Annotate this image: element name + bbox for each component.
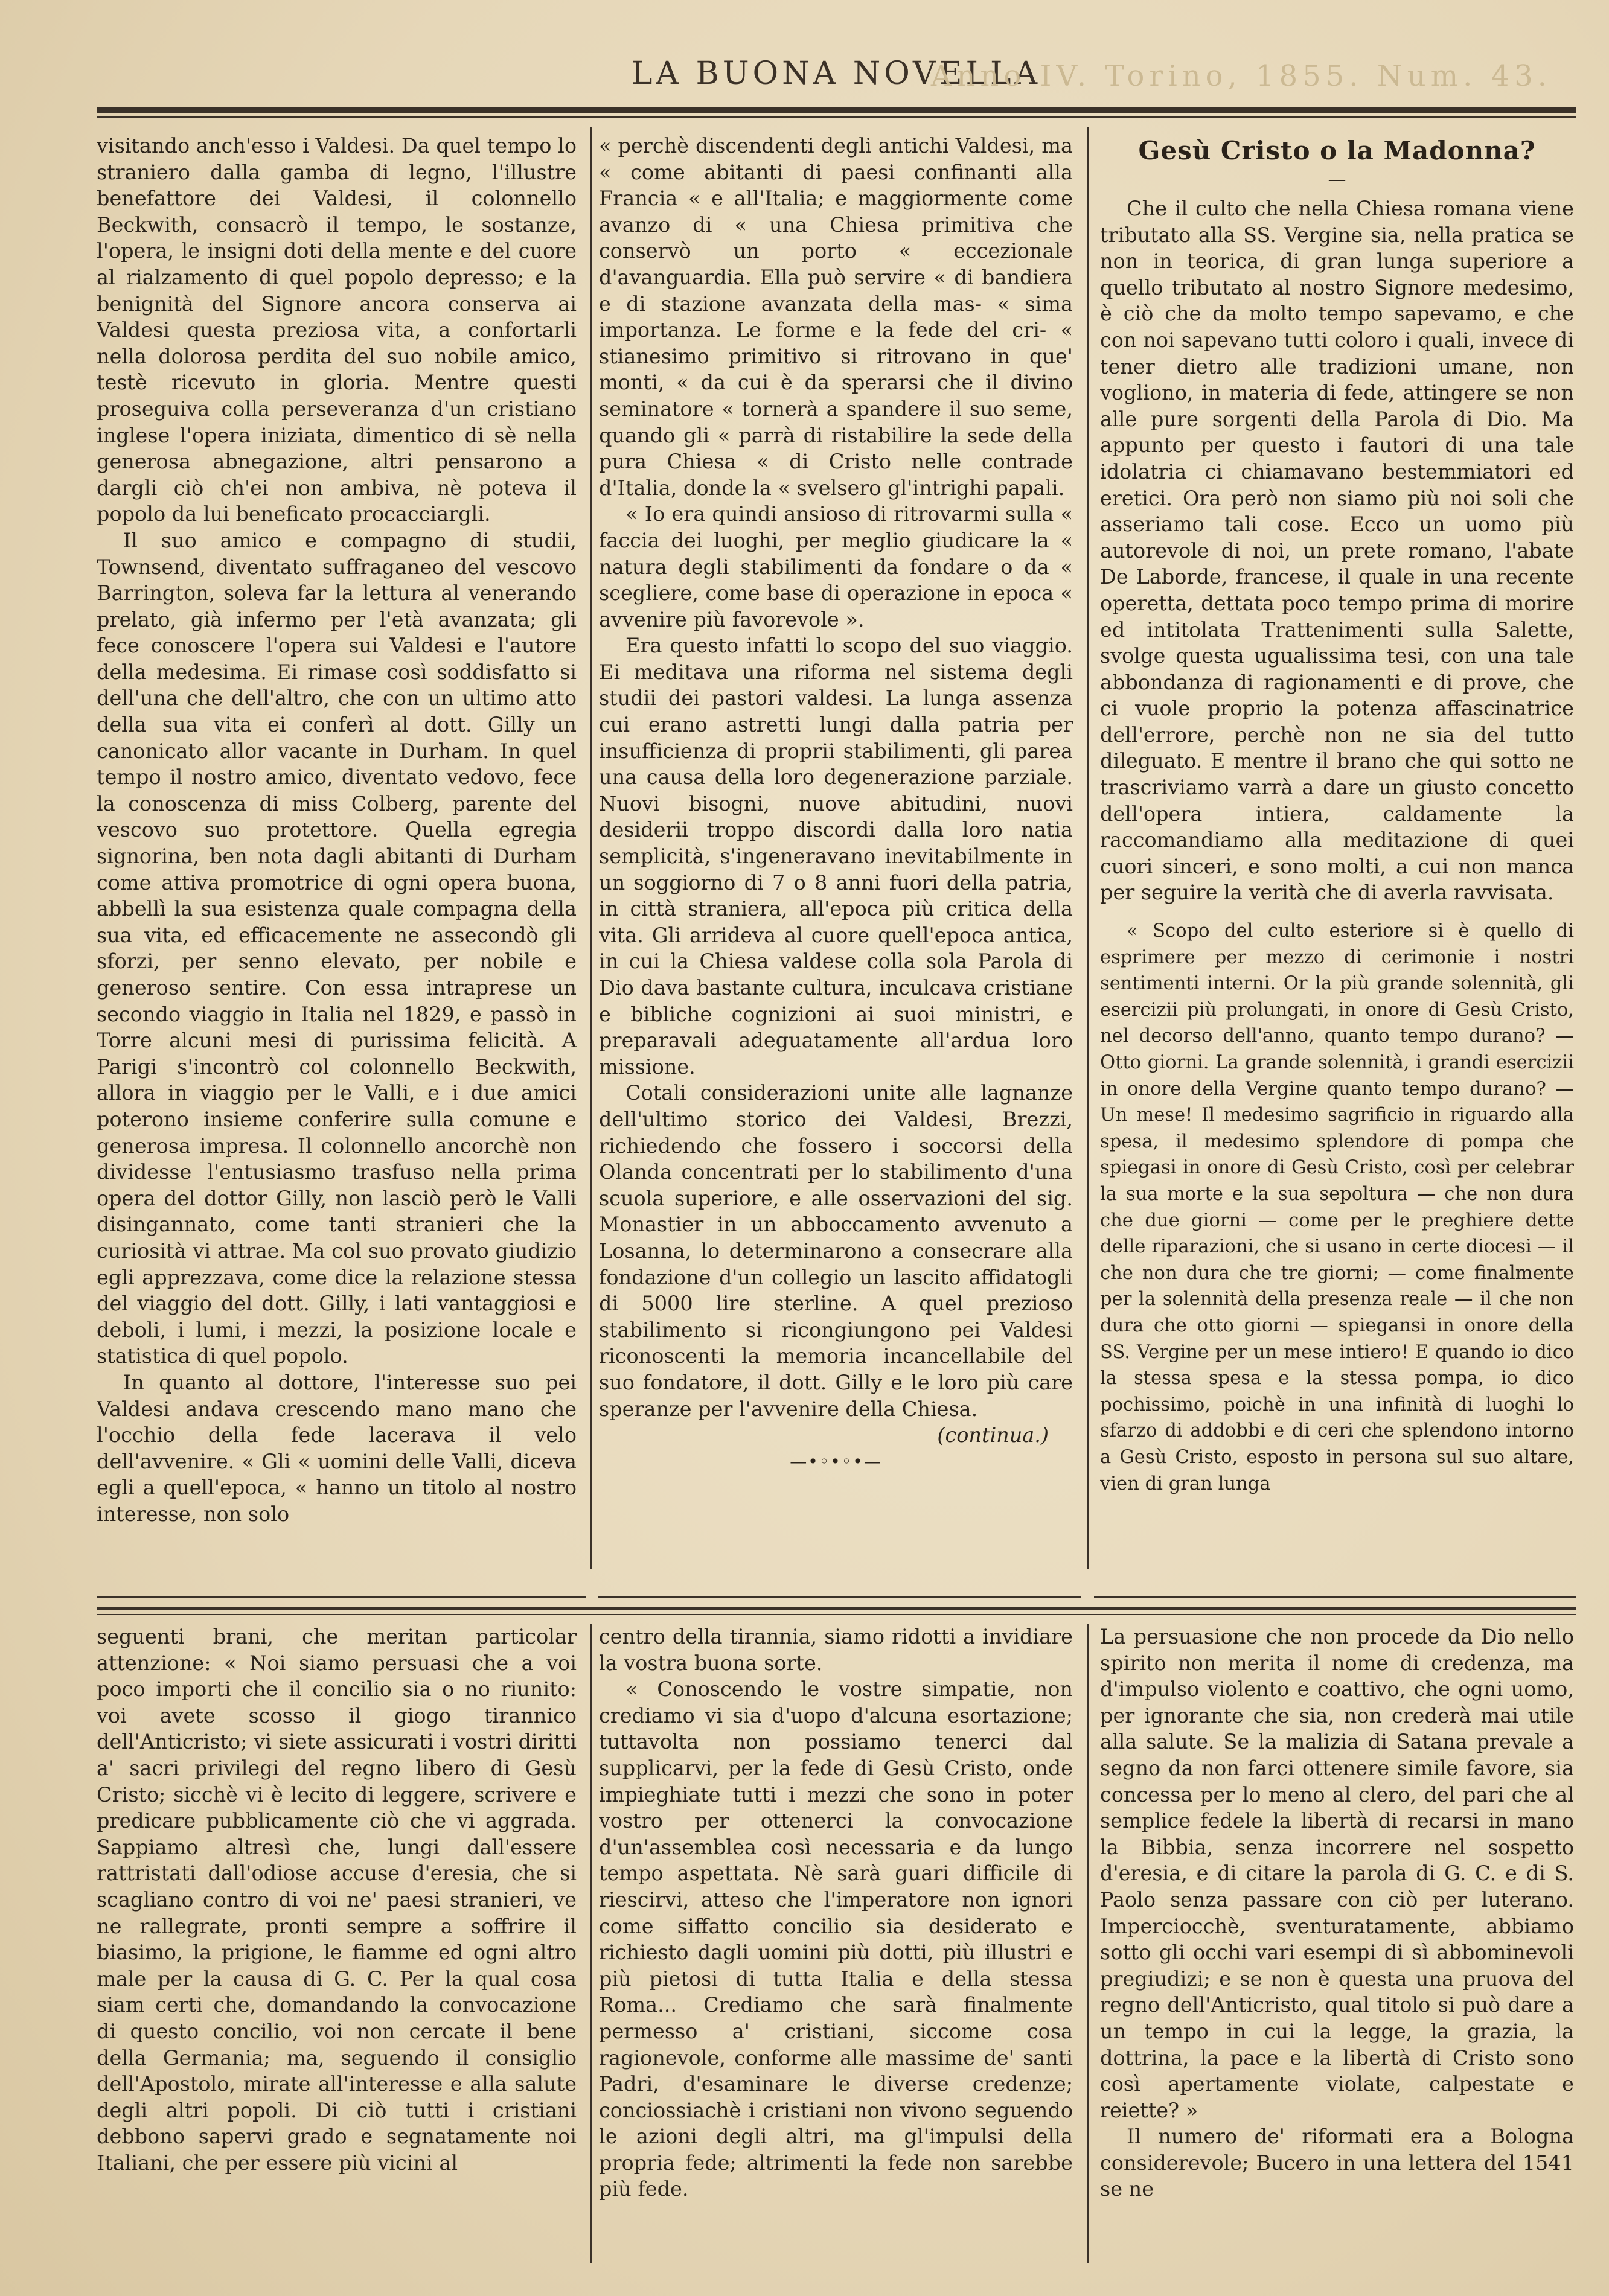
masthead-rule-thin — [97, 116, 1576, 118]
quote-paragraph: « Conoscendo le vostre simpatie, non crediamo vi sia d'uopo d'alcuna esortazione; tuttavolta non possiamo tenerci dal supplicarvi, per la fede di Gesù Cristo, onde impieghiate tutti i mezzi che sono in poter vostro per ottenerci la convocazione d'un'assemblea così necessaria e da lungo tempo aspettata. Nè sarà guari difficile di riescirvi, atteso che l'imperatore non ignori come siffatto concilio sia desiderato e richiesto dagli uomini più dotti, più illustri e più pietosi di tutta Italia e della stessa Roma... Crediamo che sarà finalmente permesso a' cristiani, siccome cosa ragionevole, conforme alle massime de' santi Padri, d'esaminare le diverse credenze; conciossiachè i cristiani non vivono seguendo le azioni degli altri, ma gl'impulsi della propria fede; altrimenti la fede non sarebbe più fede. — [599, 1677, 1073, 2201]
paragraph: seguenti brani, che meritan particolar attenzione: « Noi siamo persuasi che a voi poco importi che il concilio sia o no riunito: voi avete scosso il giogo tirannico dell'Anticristo; vi siete assicurati i vostri diritti a' sacri privilegi del regno libero di Gesù Cristo; sicchè vi è lecito di leggere, scrivere e predicare pubblicamente ciò che vi aggrada. Sappiamo altresì che, lungi dall'essere rattristati dall'odiose accuse d'eresia, che si scagliano contro di voi ne' paesi stranieri, ve ne rallegrate, pronti sempre a soffrire il biasimo, la prigione, le fiamme ed ogni altro male per la causa di G. C. Per la qual cosa siam certi che, domandando la convocazione di questo concilio, voi non cercate il bene della Germania; ma, seguendo il consiglio dell'Apostolo, mirate all'interesse e alla salute degli altri popoli. Di ciò tutti i cristiani debbono sapervi grado e segnatamente noi Italiani, che per essere più vicini al — [97, 1625, 577, 2175]
section-rule-col1 — [97, 1596, 586, 1598]
column-3-bottom — [1100, 1624, 1574, 2275]
column-rule-4 — [1087, 1624, 1089, 2263]
section-rule-col3 — [1094, 1596, 1576, 1598]
article-heading: Gesù Cristo o la Madonna? — [1138, 136, 1536, 165]
section-rule-thin — [97, 1614, 1576, 1615]
quote-paragraph: « perchè discendenti degli antichi Valdesi, ma « come abitanti di paesi confinanti alla Francia « e all'Italia; e maggiormente come avanzo di « una Chiesa primitiva che conservò un porto « eccezionale d'avanguardia. Ella può servire « di bandiera e di stazione avanzata della mas- « sima importanza. Le forme e la fede del cri- « stianesimo primitivo si ritrovano in que' monti, « da cui è da sperarsi che il divino seminatore « tornerà a spandere il suo seme, quando gli « parrà di ristabilire la sede della pura Chiesa « di Cristo nelle contrade d'Italia, donde la « svelsero gl'intrighi papali. — [599, 134, 1073, 500]
paragraph: Il numero de' riformati era a Bologna considerevole; Bucero in una lettera del 1541 se ne — [1100, 2125, 1574, 2201]
quote-paragraph: « Io era quindi ansioso di ritrovarmi sulla « faccia dei luoghi, per meglio giudicare la « natura degli stabilimenti da fondare o da « scegliere, come base di operazione in epoca « avvenire più favorevole ». — [599, 502, 1073, 631]
section-ornament: —•◦•◦•— — [790, 1451, 882, 1472]
column-1-bottom — [97, 1624, 577, 2275]
paragraph: Il suo amico e compagno di studii, Townsend, diventato suffraganeo del vescovo Barrington, soleva far la lettura al venerando prelato, già infermo per l'età avanzata; gli fece conoscere l'opera sui Valdesi e l'autore della medesima. Ei rimase così soddisfatto si dell'una che dell'altro, che con un ultimo atto della sua vita ei conferì al dott. Gilly un canonicato allor vacante in Durham. In quel tempo il nostro amico, diventato vedovo, fece la conoscenza di miss Colberg, parente del vescovo suo protettore. Quella egregia signorina, ben nota dagli abitanti di Durham come attiva promotrice di ogni opera buona, abbellì la sua esistenza quale compagna della sua vita, ed efficacemente ne assecondò gli sforzi, per senno elevato, per nobile e generoso sentire. Con essa intraprese un secondo viaggio in Italia nel 1829, e passò in Torre alcuni mesi di purissima felicità. A Parigi s'incontrò col colonnello Beckwith, allora in viaggio per le Valli, e i due amici poterono insieme conferire sulla comune e generosa impresa. Il colonnello ancorchè non dividesse l'entusiasmo trasfuso nella prima opera del dottor Gilly, non lasciò però le Valli disingannato, come tanti stranieri che la curiosità vi attrae. Ma col suo provato giudizio egli apprezzava, come dice la relazione stessa del viaggio del dott. Gilly, i lati vantaggiosi e deboli, i lumi, i mezzi, la posizione locale e statistica di quel popolo. — [97, 528, 577, 1368]
paragraph: visitando anch'esso i Valdesi. Da quel tempo lo straniero dalla gamba di legno, l'illustre benefattore dei Valdesi, il colonnello Beckwith, consacrò il tempo, le sostanze, l'opera, le insigni doti della mente e del cuore al rialzamento di quel popolo depresso; e la benignità del Signore ancora conserva ai Valdesi questa preziosa vita, a confortarli nella dolorosa perdita del suo nobile amico, testè ricevuto in gloria. Mentre questi proseguiva colla perseveranza d'un cristiano inglese l'opera iniziata, dimentico di sè nella generosa abnegazione, altri pensarono a dargli ciò ch'ei non ambiva, nè poteva il popolo da lui beneficato procacciargli. — [97, 134, 577, 526]
paragraph: Che il culto che nella Chiesa romana viene tributato alla SS. Vergine sia, nella pratica se non in teorica, di gran lunga superiore a quello tributato al nostro Signore medesimo, è ciò che da molto tempo sapevamo, e che con noi sapevano tutti coloro i quali, invece di tener dietro alle tradizioni umane, non vogliono, in materia di fede, attingere se non alle pure sorgenti della Parola di Dio. Ma appunto per questo i fautori di una tale idolatria ci chiamavano bestemmiatori ed eretici. Ora però non siamo più noi soli che asseriamo tali cose. Ecco un uomo più autorevole di noi, un prete romano, l'abate De Laborde, francese, il quale in una recente operetta, dettata poco tempo prima di morire ed intitolata Trattenimenti sulla Salette, svolge questa ugualissima tesi, con una tale abbondanza di ragionamenti e di prove, che ci vuole proprio la potenza affascinatrice dell'errore, perchè non ne sia del tutto dileguato. E mentre il brano che qui sotto ne trascriviamo varrà a dare un giusto concetto dell'opera intiera, caldamente la raccomandiamo alla meditazione di quei cuori sinceri, e sono molti, a cui non manca per seguire la verità che di averla ravvisata. — [1100, 197, 1574, 905]
paragraph: Cotali considerazioni unite alle lagnanze dell'ultimo storico dei Valdesi, Brezzi, richiedendo che fossero i soccorsi della Olanda concentrati per lo stabilimento d'una scuola superiore, e alle osservazioni del sig. Monastier in un abboccamento avvenuto a Losanna, lo determinarono a consecrare alla fondazione d'un collegio un lascito affidatogli di 5000 lire sterline. A quel prezioso stabilimento si ricongiungono pei Valdesi riconoscenti la memoria incancellabile del suo fondatore, il dott. Gilly e le loro più care speranze per l'avvenire della Chiesa. — [599, 1081, 1073, 1421]
section-rule-col2 — [598, 1596, 1081, 1598]
masthead-title: LA BUONA NOVELLA — [631, 56, 1041, 92]
column-2-bottom — [599, 1624, 1073, 2275]
section-rule-thick — [97, 1607, 1576, 1610]
masthead — [97, 56, 1576, 104]
masthead-rule-thick — [97, 107, 1576, 113]
column-1-top — [97, 133, 577, 1587]
column-rule-1 — [590, 127, 592, 1569]
column-rule-2 — [1087, 127, 1089, 1569]
column-3-top — [1100, 129, 1574, 1596]
paragraph: In quanto al dottore, l'interesse suo pei Valdesi andava crescendo mano mano che l'occhio della fede lacerava il velo dell'avvenire. « Gli « uomini delle Valli, diceva egli a quell'epoca, « hanno un titolo al nostro interesse, non solo — [97, 1370, 577, 1526]
masthead-bleedthrough: Anno IV. Torino, 1855. Num. 43. — [930, 59, 1552, 93]
continued-note: (continua.) — [937, 1423, 1049, 1447]
paragraph: La persuasione che non procede da Dio nello spirito non merita il nome di credenza, ma d'impulso violento e coattivo, che ogni uomo, per ignorante che sia, non crederà mai utile alla salute. Se la malizia di Satana prevale a segno da non farci ottenere simile favore, sia concessa per lo meno al clero, del pari che al semplice fedele la libertà di recarsi in mano la Bibbia, senza incorrere nel sospetto d'eresia, e di citare la parola di G. C. e di S. Paolo senza passare con ciò per luterano. Imperciocchè, sventuratamente, abbiamo sotto gli occhi vari esempi di sì abbominevoli pregiudizi; e se non è questa una pruova del regno dell'Anticristo, qual titolo si può dare a un tempo in cui la legge, la grazia, la dottrina, la pace e la libertà di Cristo sono così apertamente violate, calpestate e reiette? » — [1100, 1625, 1574, 2122]
paragraph: centro della tirannia, siamo ridotti a invidiare la vostra buona sorte. — [599, 1625, 1073, 1675]
column-rule-3 — [590, 1624, 592, 2263]
heading-dash: — — [1328, 169, 1346, 190]
quote-paragraph: « Scopo del culto esteriore si è quello di esprimere per mezzo di cerimonie i nostri sentimenti interni. Or la più grande solennità, gli esercizii più prolungati, in onore di Gesù Cristo, nel decorso dell'anno, quanto tempo durano? — Otto giorni. La grande solennità, i grandi esercizii in onore della Vergine quanto tempo durano? — Un mese! Il medesimo sagrificio in riguardo alla spesa, il medesimo splendore di pompa che spiegasi in onore di Gesù Cristo, così per celebrar la sua morte e la sua sepoltura — che non dura che due giorni — come per le preghiere dette delle riparazioni, che si usano in certe diocesi — il che non dura che tre giorni; — come finalmente per la solennità della presenza reale — il che non dura che otto giorni — spiegansi in onore della SS. Vergine per un mese intiero! E quando io dico la stessa spesa e la stessa pompa, io dico pochissimo, poichè in una infinità di luoghi lo sfarzo di addobbi e di ceri che splendono intorno a Gesù Cristo, esposto in persona sul suo altare, vien di gran lunga — [1100, 920, 1574, 1494]
paragraph: Era questo infatti lo scopo del suo viaggio. Ei meditava una riforma nel sistema degli studii dei pastori valdesi. La lunga assenza cui erano astretti lungi dalla patria per insufficienza di proprii stabilimenti, gli parea una causa della loro degenerazione parziale. Nuovi bisogni, nuove abitudini, nuovi desiderii troppo discordi dalla loro natia semplicità, s'ingeneravano inevitabilmente in un soggiorno di 7 o 8 anni fuori della patria, in città straniera, all'epoca più critica della vita. Gli arrideva al cuore quell'epoca antica, in cui la Chiesa valdese colla sola Parola di Dio dava bastante cultura, inculcava cristiane e bibliche cognizioni ai suoi ministri, e preparavali adeguatamente all'ardua loro missione. — [599, 634, 1073, 1079]
column-2-top — [599, 133, 1073, 1593]
